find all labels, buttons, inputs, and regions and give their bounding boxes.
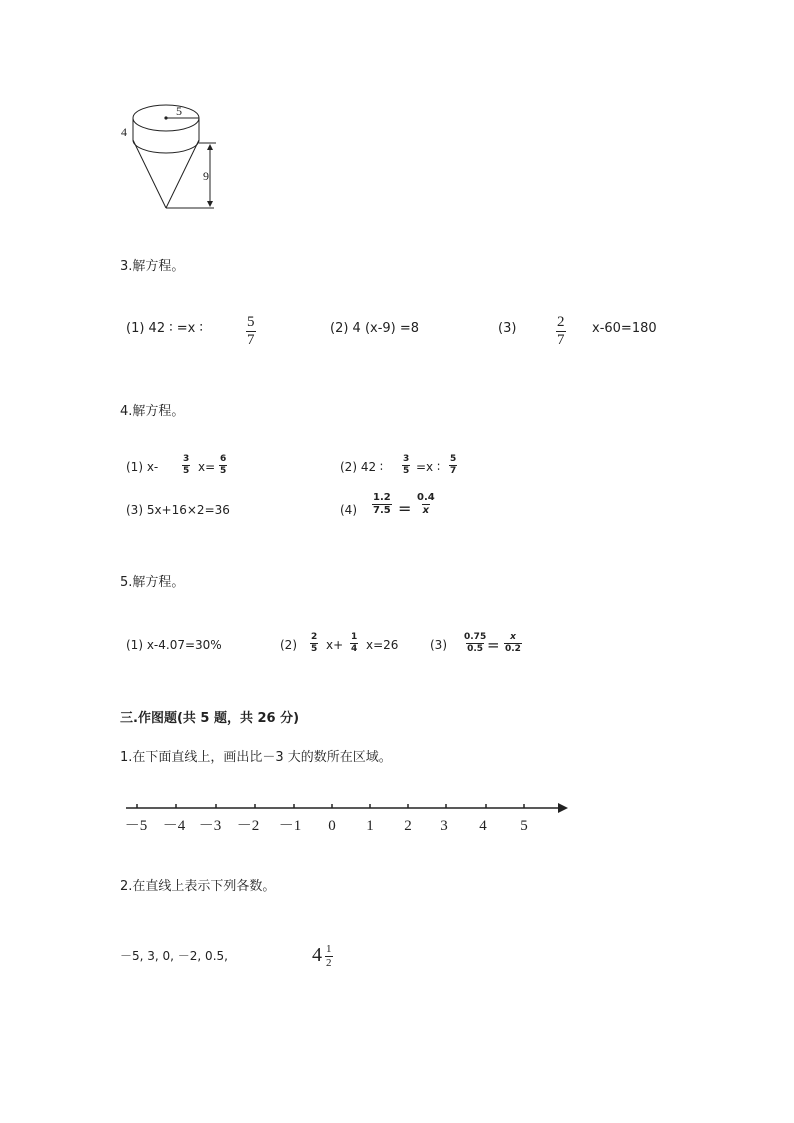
number-line-labels: [125, 818, 528, 834]
q4-p1-prefix: (1) x-: [126, 460, 159, 474]
cylinder-cone-figure: [110, 90, 235, 215]
q5-p3-frac1: [463, 633, 487, 654]
q3-p3-prefix: (3): [498, 321, 517, 336]
dim-arrow-up: [207, 144, 213, 150]
q3-p2: (2) 4 (x-9) =8: [330, 321, 420, 336]
q4-p4-frac2: [416, 493, 436, 516]
q4-p4-f1-den: 7.5: [373, 505, 391, 516]
q4-p4-f2-num: 0.4: [417, 492, 435, 503]
number-line-label: －2: [236, 818, 260, 834]
q3-p3-fraction: [556, 315, 566, 348]
q4-p2-f2-den: 7: [450, 466, 457, 476]
q4-p2-frac1: [402, 455, 410, 476]
q5-p3-prefix: (3): [430, 638, 447, 652]
section3-q1: 1.在下面直线上，画出比－3 大的数所在区域。: [120, 750, 392, 765]
q3-p1-prefix: (1) 42 ∶ =x ∶: [126, 321, 203, 336]
q5-p2-f1-num: 2: [311, 632, 318, 642]
q4-p2-frac2: [449, 455, 457, 476]
q4-p1-f1-den: 5: [183, 466, 190, 476]
q4-p2-prefix: (2) 42 ∶: [340, 460, 384, 474]
q4-p1-f1-num: 3: [183, 454, 190, 464]
q4-p4-frac1: [372, 493, 392, 516]
q5-p3-eq: =: [487, 636, 500, 654]
q4-p4-f1-num: 1.2: [373, 492, 391, 503]
q5-p2-f1-den: 5: [311, 644, 318, 654]
number-line-label: 5: [520, 818, 528, 834]
cone-right-edge: [166, 140, 199, 208]
q5-p2-f2-num: 1: [351, 632, 358, 642]
q3-p1-num: 5: [247, 314, 255, 330]
q4-p3: (3) 5x+16×2=36: [126, 503, 230, 517]
cylinder-bottom: [133, 140, 199, 153]
number-line-label: 4: [479, 818, 487, 834]
number-line-label: －3: [198, 818, 222, 834]
q5-p2-frac2: [350, 633, 358, 654]
q3-p1-fraction: [246, 315, 256, 348]
q3-p1-den: 7: [247, 332, 255, 348]
q4-p1-frac2: [219, 455, 227, 476]
q4-p2-f2-num: 5: [450, 454, 457, 464]
q5-p2-mid: x+: [326, 638, 344, 652]
radius-label: 5: [176, 104, 182, 118]
number-line-label: －4: [162, 818, 186, 834]
q4-p1-mid: x=: [198, 460, 216, 474]
q3-p3-suffix: x-60=180: [592, 321, 657, 336]
mixed-number-num: 1: [326, 943, 332, 955]
cone-height-label: 9: [203, 169, 209, 183]
number-line-label: －5: [124, 818, 148, 834]
q4-p2-mid: =x ∶: [416, 460, 441, 474]
number-line-label: 2: [404, 818, 412, 834]
q5-p3-f1-num: 0.75: [464, 632, 487, 642]
number-line-label: 0: [328, 818, 336, 834]
q4-p2-f1-den: 5: [403, 466, 410, 476]
cone-left-edge: [133, 140, 166, 208]
q4-p4-f2-den: x: [422, 505, 430, 516]
mixed-number-fraction: [325, 944, 333, 969]
number-line-label: 3: [440, 818, 448, 834]
q5-p3-frac2: [504, 633, 522, 654]
number-line: [120, 796, 580, 841]
q5-p2-f2-den: 4: [351, 644, 358, 654]
number-line-label: 1: [366, 818, 374, 834]
dim-arrow-down: [207, 201, 213, 207]
q3-p3-num: 2: [557, 314, 565, 330]
q5-p3-f2-den: 0.2: [505, 644, 521, 654]
number-line-arrow: [558, 803, 568, 813]
q4-p4-prefix: (4): [340, 503, 357, 517]
section3-q2: 2.在直线上表示下列各数。: [120, 879, 276, 894]
numbers-list: －5, 3, 0, －2, 0.5,: [120, 949, 228, 963]
section3-title: 三.作图题(共 5 题，共 26 分): [120, 711, 300, 726]
q3-p3-den: 7: [557, 332, 565, 348]
mixed-number-whole: 4: [312, 944, 322, 966]
q3-title: 3.解方程。: [120, 259, 185, 274]
q4-p1-f2-num: 6: [220, 454, 227, 464]
q5-p2-suffix: x=26: [366, 638, 399, 652]
q5-p3-f2-num: x: [510, 632, 516, 642]
q5-title: 5.解方程。: [120, 575, 185, 590]
number-line-label: －1: [278, 818, 302, 834]
q5-p2-frac1: [310, 633, 318, 654]
q4-p2-f1-num: 3: [403, 454, 410, 464]
q5-p2-prefix: (2): [280, 638, 297, 652]
q4-p4-eq: =: [398, 499, 412, 518]
q4-p1-f2-den: 5: [220, 466, 227, 476]
q5-p1: (1) x-4.07=30%: [126, 638, 222, 652]
q5-p3-f1-den: 0.5: [467, 644, 484, 654]
mixed-number-den: 2: [326, 957, 332, 969]
height-label: 4: [121, 125, 127, 139]
q4-p1-frac1: [182, 455, 190, 476]
q4-title: 4.解方程。: [120, 404, 185, 419]
